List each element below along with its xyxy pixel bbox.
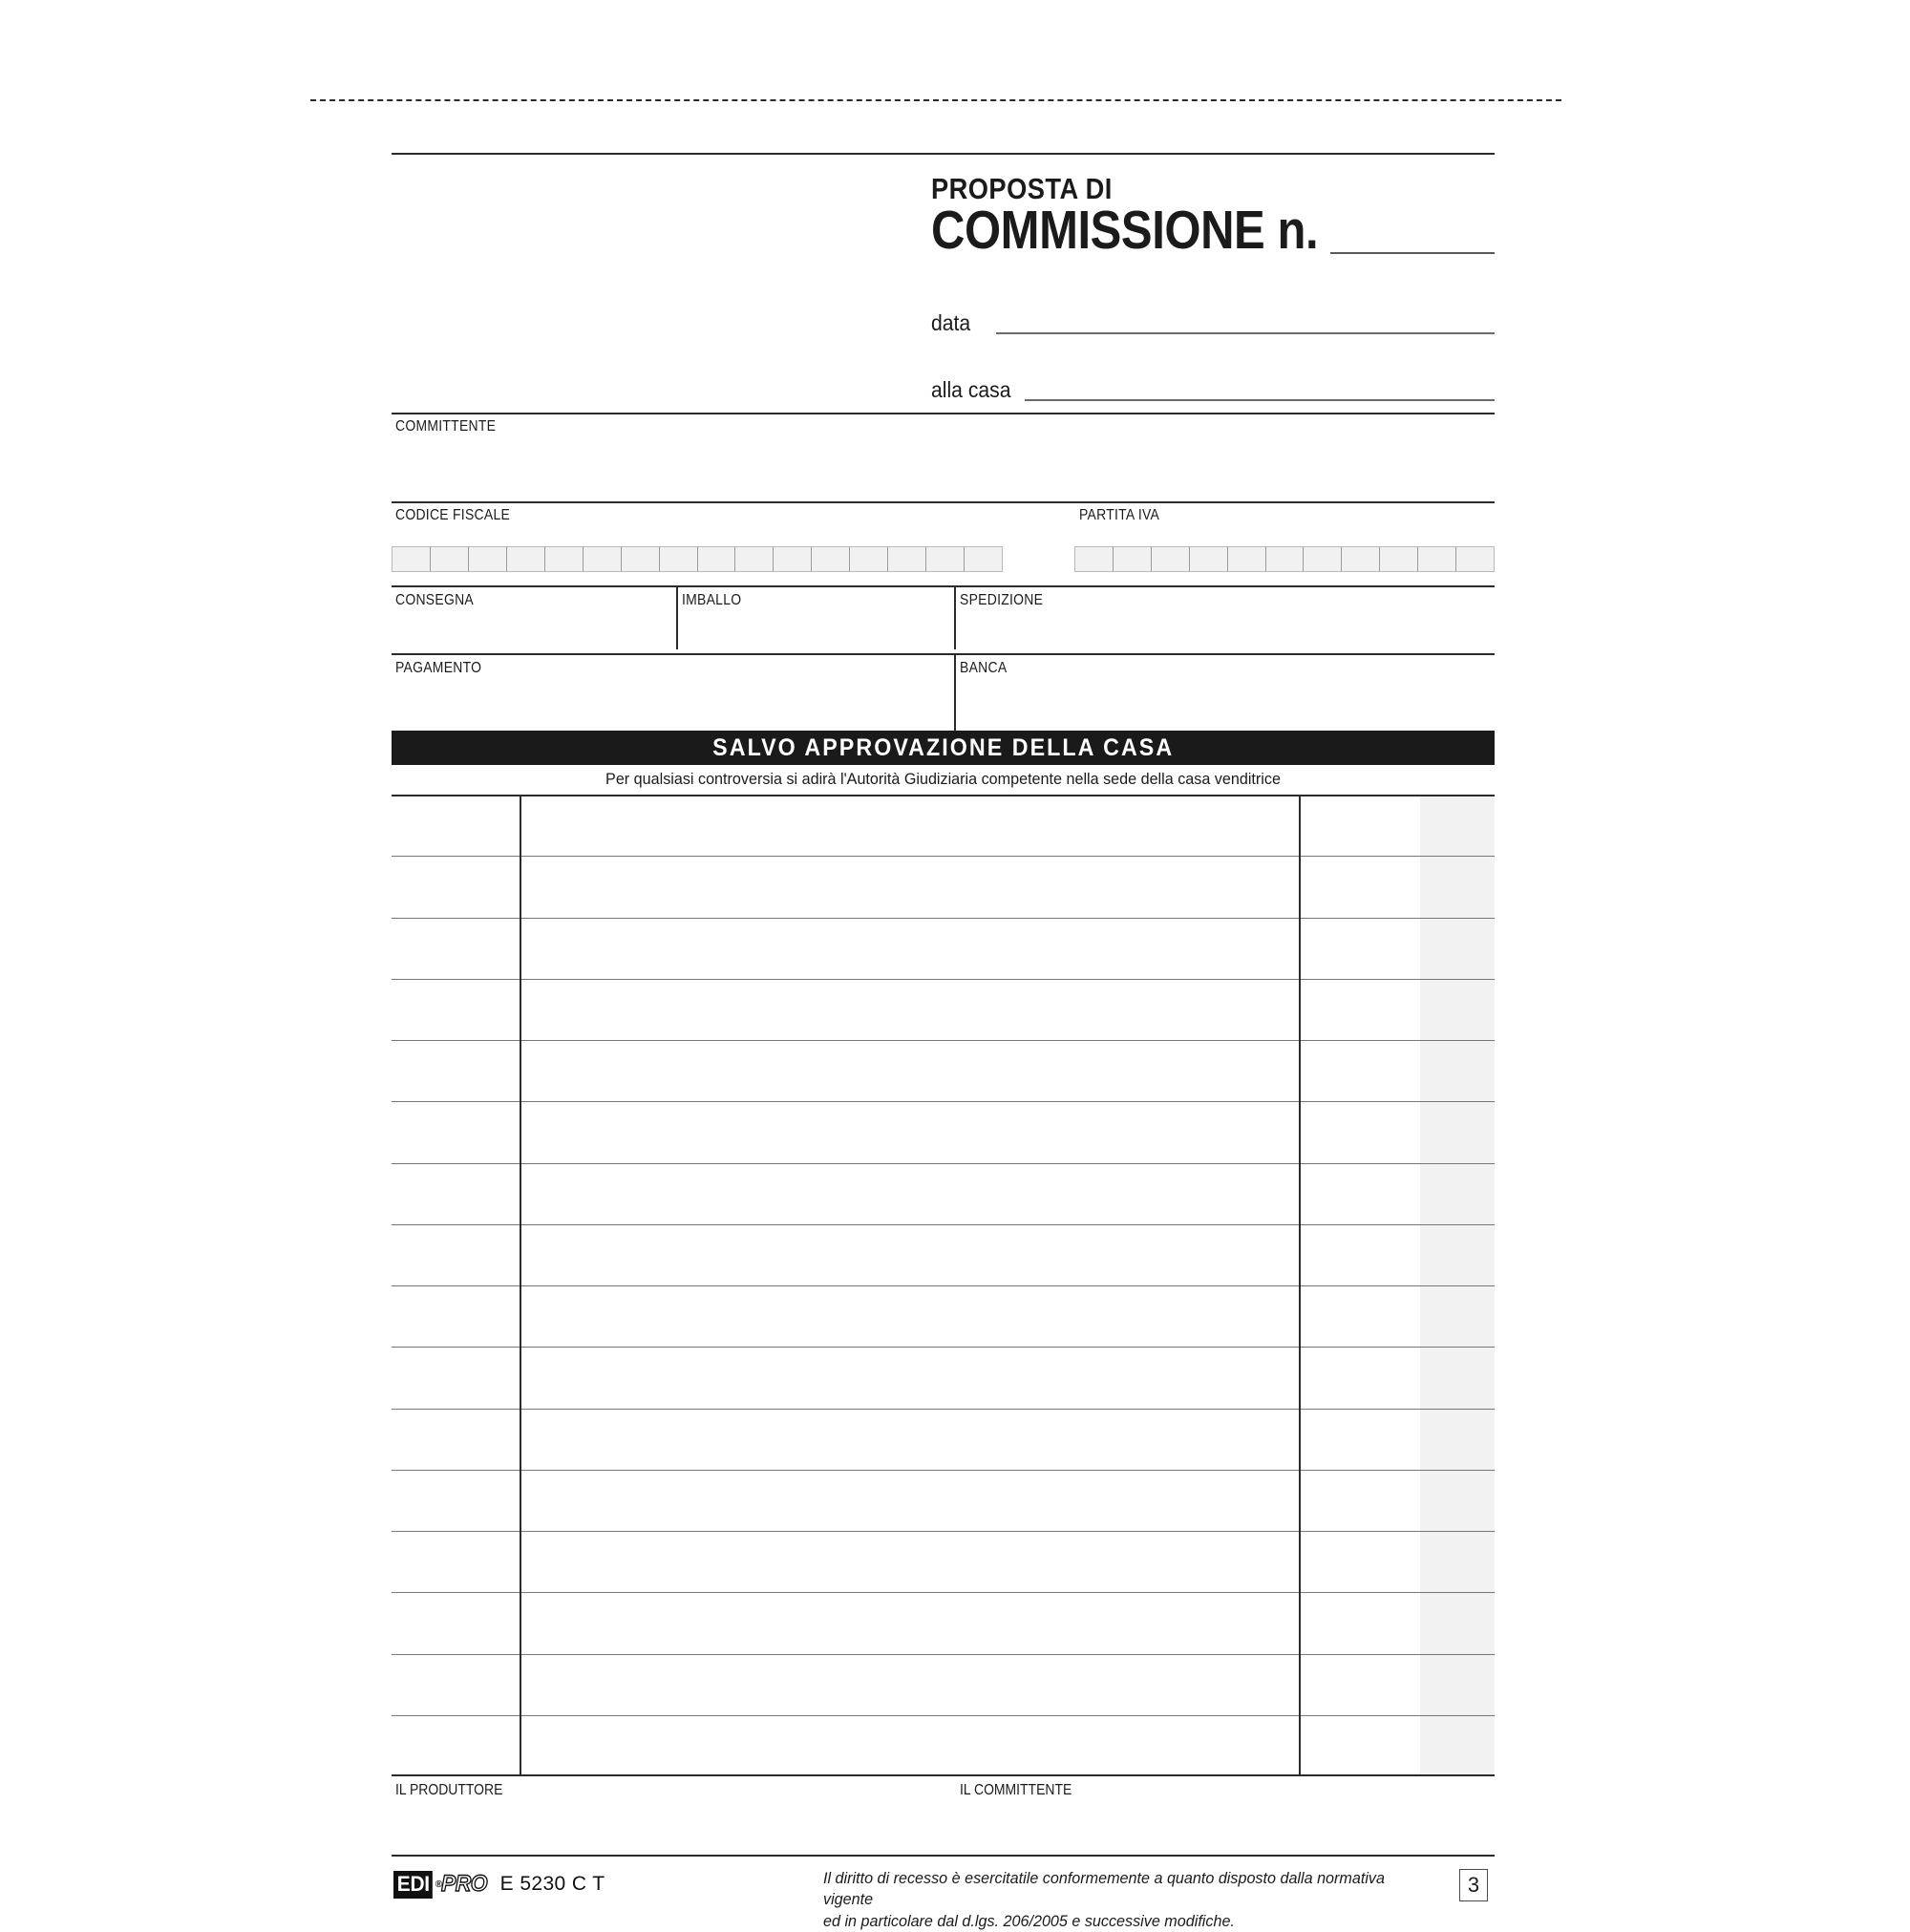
comb-cell[interactable] <box>507 547 545 571</box>
footer-rule <box>392 1855 1495 1857</box>
perforation-tear-line <box>310 99 1561 101</box>
comb-cell[interactable] <box>1114 547 1152 571</box>
table-row[interactable] <box>392 1101 1495 1102</box>
comb-cell[interactable] <box>584 547 622 571</box>
legal-notice-line-1: Il diritto di recesso è esercitatile conformemente a quanto disposto dalla normativa vigente <box>823 1869 1385 1909</box>
edipro-logo-pro: PRO <box>441 1871 488 1897</box>
table-row[interactable] <box>392 1285 1495 1286</box>
title-top-rule <box>392 153 1495 155</box>
comb-cell[interactable] <box>1190 547 1228 571</box>
table-row[interactable] <box>392 1224 1495 1225</box>
table-row[interactable] <box>392 856 1495 857</box>
comb-cell[interactable] <box>545 547 584 571</box>
items-table-top-rule <box>392 795 1495 796</box>
banca-label: BANCA <box>960 660 1008 676</box>
committente-label: COMMITTENTE <box>395 418 497 435</box>
legal-notice-line-2: ed in particolare dal d.lgs. 206/2005 e successive modifiche. <box>823 1911 1235 1930</box>
client-signature-label: IL COMMITTENTE <box>960 1782 1072 1798</box>
comb-cell[interactable] <box>926 547 965 571</box>
edipro-logo <box>393 1872 605 1897</box>
comb-cell[interactable] <box>965 547 1002 571</box>
legal-notice <box>823 1868 1404 1932</box>
codice-fiscale-label: CODICE FISCALE <box>395 507 511 523</box>
comb-cell[interactable] <box>888 547 926 571</box>
comb-cell[interactable] <box>1380 547 1418 571</box>
recipient-field[interactable] <box>1025 399 1495 401</box>
partita-iva-input[interactable] <box>1074 546 1495 572</box>
imballo-spedizione-divider <box>954 585 956 649</box>
commission-number-field[interactable] <box>1330 252 1495 254</box>
comb-cell[interactable] <box>1152 547 1190 571</box>
delivery-row-top-rule <box>392 585 1495 587</box>
approval-banner <box>392 731 1495 765</box>
registered-trademark-icon: ® <box>435 1879 443 1890</box>
producer-signature-label: IL PRODUTTORE <box>395 1782 503 1798</box>
jurisdiction-disclaimer: Per qualsiasi controversia si adirà l'Autorità Giudiziaria competente nella sede della casa venditrice <box>605 770 1281 788</box>
payment-row-top-rule <box>392 653 1495 655</box>
partita-iva-label: PARTITA IVA <box>1079 507 1160 523</box>
comb-cell[interactable] <box>393 547 431 571</box>
table-row[interactable] <box>392 1654 1495 1655</box>
pagamento-banca-divider <box>954 653 956 731</box>
page-title: COMMISSIONE n. <box>931 200 1319 261</box>
date-label: data <box>931 310 971 335</box>
consegna-imballo-divider <box>676 585 678 649</box>
form-code: E 5230 C T <box>499 1873 605 1895</box>
table-row[interactable] <box>392 1715 1495 1716</box>
comb-cell[interactable] <box>1418 547 1456 571</box>
table-row[interactable] <box>392 1531 1495 1532</box>
table-row[interactable] <box>392 1592 1495 1593</box>
comb-cell[interactable] <box>660 547 698 571</box>
table-row[interactable] <box>392 1347 1495 1348</box>
comb-cell[interactable] <box>1304 547 1342 571</box>
table-row[interactable] <box>392 918 1495 919</box>
comb-cell[interactable] <box>1266 547 1305 571</box>
comb-cell[interactable] <box>1456 547 1494 571</box>
comb-cell[interactable] <box>1075 547 1114 571</box>
page-number-badge: 3 <box>1459 1869 1488 1901</box>
committente-bottom-rule <box>392 501 1495 503</box>
spedizione-label: SPEDIZIONE <box>960 592 1044 608</box>
title-subtitle: PROPOSTA DI <box>931 172 1113 205</box>
approval-banner-text: SALVO APPROVAZIONE DELLA CASA <box>711 733 1175 761</box>
table-row[interactable] <box>392 1470 1495 1471</box>
imballo-label: IMBALLO <box>682 592 742 608</box>
comb-cell[interactable] <box>1342 547 1380 571</box>
comb-cell[interactable] <box>431 547 469 571</box>
comb-cell[interactable] <box>1228 547 1266 571</box>
edipro-logo-edi: EDI <box>393 1871 433 1899</box>
comb-cell[interactable] <box>735 547 774 571</box>
comb-cell[interactable] <box>774 547 812 571</box>
committente-top-rule <box>392 413 1495 414</box>
comb-cell[interactable] <box>469 547 507 571</box>
consegna-label: CONSEGNA <box>395 592 474 608</box>
codice-fiscale-input[interactable] <box>392 546 1003 572</box>
table-row[interactable] <box>392 979 1495 980</box>
date-field[interactable] <box>996 332 1495 334</box>
items-table[interactable] <box>392 795 1495 1776</box>
pagamento-label: PAGAMENTO <box>395 660 482 676</box>
comb-cell[interactable] <box>698 547 736 571</box>
quantity-column-divider <box>520 795 521 1776</box>
recipient-label: alla casa <box>931 377 1011 402</box>
items-table-bottom-rule <box>392 1774 1495 1776</box>
comb-cell[interactable] <box>812 547 850 571</box>
table-row[interactable] <box>392 1163 1495 1164</box>
comb-cell[interactable] <box>850 547 888 571</box>
table-row[interactable] <box>392 1040 1495 1041</box>
comb-cell[interactable] <box>622 547 660 571</box>
table-row[interactable] <box>392 1409 1495 1410</box>
price-column-divider <box>1299 795 1301 1776</box>
